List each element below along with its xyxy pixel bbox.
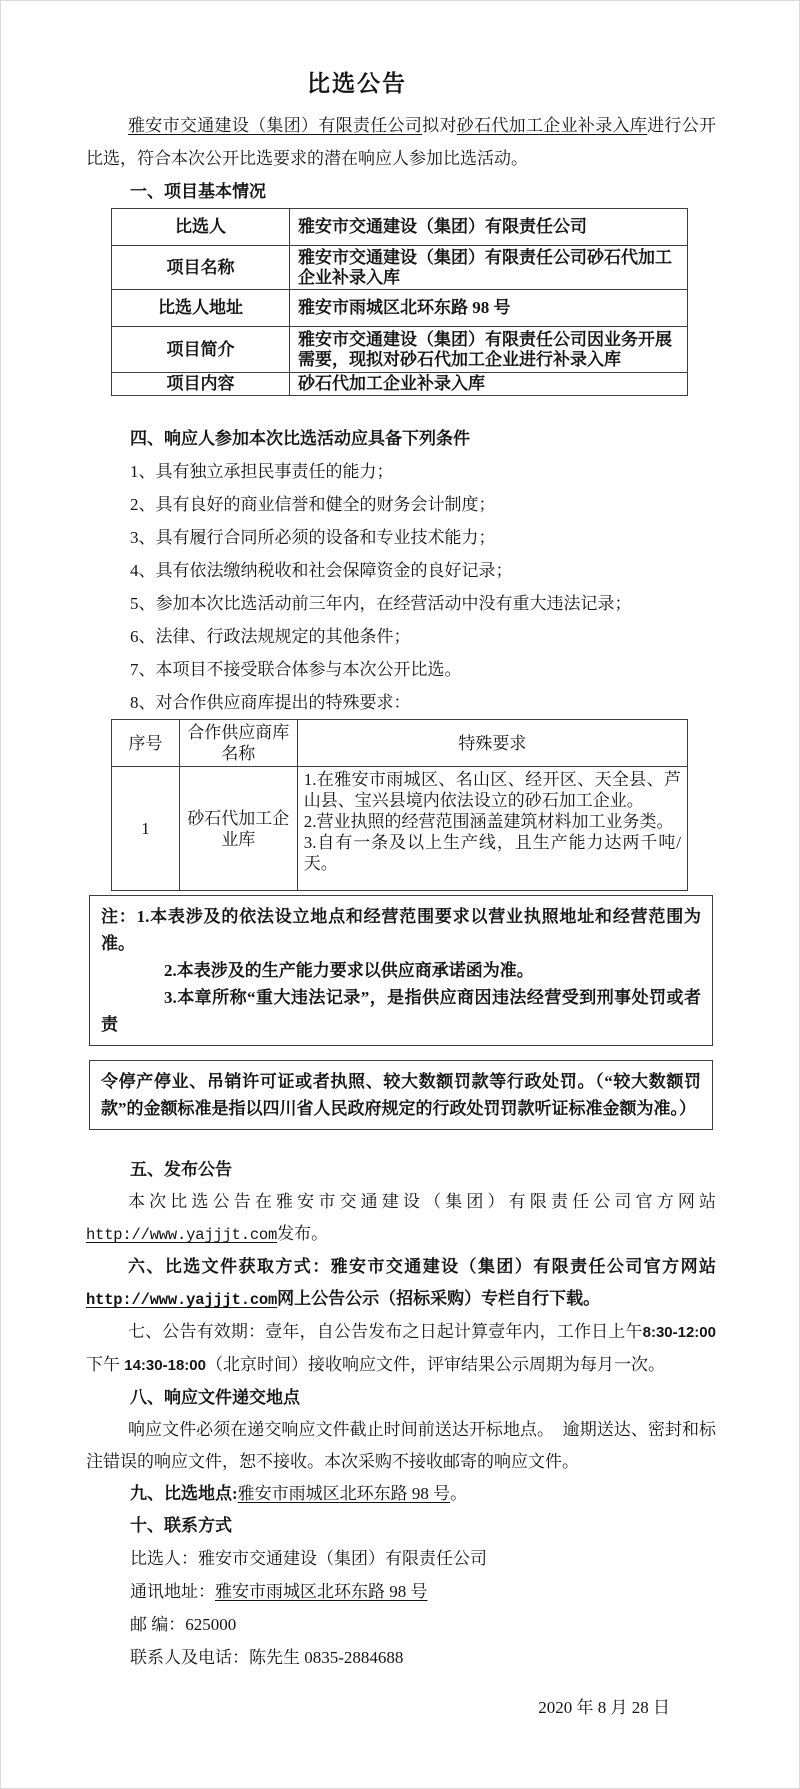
section-6-paragraph [86, 1251, 716, 1316]
contact-label: 联系人及电话： [130, 1648, 249, 1667]
table-row [112, 327, 688, 373]
intro-paragraph [86, 109, 716, 175]
section-7-paragraph [86, 1316, 716, 1382]
section-1-heading: 一、项目基本情况 [130, 182, 266, 201]
announcement-date: 2020 年 8 月 28 日 [538, 1698, 670, 1717]
basic-info-table [111, 208, 688, 396]
section-8-body: 响应文件必须在递交响应文件截止时间前送达开标地点。 逾期送达、密封和标注错误的响应文件，恕不接收。本次采购不接收邮寄的响应文件。 [86, 1420, 716, 1471]
validity-mid: 下午 [86, 1355, 125, 1374]
condition-item: 1、具有独立承担民事责任的能力； [130, 462, 394, 481]
condition-item: 8、对合作供应商库提出的特殊要求： [130, 693, 411, 712]
obtain-method-text: 六、比选文件获取方式：雅安市交通建设（集团）有限责任公司官方网站 [128, 1257, 716, 1276]
section-5-heading: 五、发布公告 [130, 1160, 232, 1179]
supplier-library-table [111, 719, 688, 891]
contact-row [130, 1608, 716, 1641]
doc-title: 比选公告 [307, 71, 407, 96]
cell-label: 项目简介 [112, 327, 290, 373]
cell-label: 比选人 [112, 209, 290, 246]
requirement-line: 3.自有一条及以上生产线，且生产能力达两千吨/天。 [303, 833, 681, 873]
table-row [112, 373, 688, 396]
contact-row [130, 1575, 716, 1608]
note-line: 3.本章所称“重大违法记录”，是指供应商因违法经营受到刑事处罚或者责 [101, 988, 701, 1034]
section-5-body [86, 1186, 716, 1251]
section-10-heading: 十、联系方式 [130, 1516, 232, 1535]
website-link[interactable]: http://www.yajjjt.com [86, 1291, 278, 1309]
publish-tail: 发布。 [277, 1224, 329, 1243]
contact-label: 比选人： [130, 1549, 198, 1568]
condition-item: 2、具有良好的商业信誉和健全的财务会计制度； [130, 495, 496, 514]
intro-tail: 进行公开比选，符合本次公开比选要求的潜在响应人参加比选活动。 [86, 116, 717, 168]
table-row [112, 290, 688, 327]
header-cell-name: 合作供应商库名称 [179, 720, 297, 767]
condition-item: 3、具有履行合同所必须的设备和专业技术能力； [130, 528, 496, 547]
section-9-line [130, 1478, 716, 1510]
condition-item: 6、法律、行政法规规定的其他条件； [130, 627, 411, 646]
note-line: 2.本表涉及的生产能力要求以供应商承诺函为准。 [164, 961, 534, 980]
validity-text: 七、公告有效期：壹年，自公告发布之日起计算壹年内，工作日上午 [128, 1322, 643, 1341]
intro-company-underlined: 雅安市交通建设（集团）有限责任公司 [128, 116, 423, 135]
intro-mid: 拟对 [422, 116, 457, 135]
obtain-method-tail: 网上公告公示（招标采购）专栏自行下载。 [277, 1289, 601, 1308]
table-note-box [89, 895, 713, 1046]
note-overflow-box: 令停产停业、吊销许可证或者执照、较大数额罚款等行政处罚。（“较大数额罚款”的金额标准是指以四川省人民政府规定的行政处罚罚款听证标准金额为准。） [89, 1060, 713, 1130]
table-row [112, 246, 688, 290]
contact-value: 陈先生 0835-2884688 [249, 1648, 404, 1667]
note-line: 注：1.本表涉及的依法设立地点和经营范围要求以营业执照地址和经营范围为准。 [101, 907, 701, 953]
contact-row [130, 1542, 716, 1575]
cell-value: 雅安市雨城区北环东路 98 号 [290, 290, 688, 327]
intro-project-underlined: 砂石代加工企业补录入库 [456, 116, 648, 135]
cell-label: 项目内容 [112, 373, 290, 396]
morning-hours: 8:30-12:00 [642, 1324, 716, 1341]
cell-label: 项目名称 [112, 246, 290, 290]
publish-text: 本次比选公告在雅安市交通建设（集团）有限责任公司官方网站 [128, 1192, 716, 1211]
contact-label: 邮 编： [130, 1615, 186, 1634]
table-header-row [112, 720, 688, 767]
requirement-line: 1.在雅安市雨城区、名山区、经开区、天全县、芦山县、宝兴县境内依法设立的砂石加工企业。 [303, 770, 681, 810]
condition-item: 4、具有依法缴纳税收和社会保障资金的良好记录； [130, 561, 513, 580]
header-cell-no: 序号 [112, 720, 180, 767]
contact-value: 625000 [185, 1615, 237, 1634]
contact-address-underlined: 雅安市雨城区北环东路 98 号 [215, 1582, 428, 1601]
cell-serial-no: 1 [112, 767, 180, 891]
document-content [86, 65, 716, 1724]
table-row [112, 209, 688, 246]
cell-value: 砂石代加工企业补录入库 [290, 373, 688, 396]
section-4-heading: 四、响应人参加本次比选活动应具备下列条件 [130, 429, 470, 448]
contact-label: 通讯地址： [130, 1582, 215, 1601]
condition-item: 7、本项目不接受联合体参与本次公开比选。 [130, 660, 462, 679]
table-row [112, 767, 688, 891]
cell-value: 雅安市交通建设（集团）有限责任公司 [290, 209, 688, 246]
location-tail: 。 [450, 1484, 468, 1503]
location-label: 九、比选地点: [130, 1484, 238, 1503]
location-address-underlined: 雅安市雨城区北环东路 98 号 [237, 1484, 451, 1503]
contact-row [130, 1641, 716, 1674]
contact-value: 雅安市交通建设（集团）有限责任公司 [198, 1549, 487, 1568]
cell-special-requirements [297, 767, 687, 891]
cell-library-name: 砂石代加工企业库 [179, 767, 297, 891]
afternoon-hours: 14:30-18:00 [124, 1357, 206, 1374]
validity-tail: （北京时间）接收响应文件，评审结果公示周期为每月一次。 [205, 1355, 665, 1374]
cell-label: 比选人地址 [112, 290, 290, 327]
website-link[interactable]: http://www.yajjjt.com [86, 1226, 278, 1244]
condition-item: 5、参加本次比选活动前三年内，在经营活动中没有重大违法记录； [130, 594, 632, 613]
section-8-heading: 八、响应文件递交地点 [130, 1388, 300, 1407]
cell-value: 雅安市交通建设（集团）有限责任公司因业务开展需要，现拟对砂石代加工企业进行补录入库 [290, 327, 688, 373]
cell-value: 雅安市交通建设（集团）有限责任公司砂石代加工企业补录入库 [290, 246, 688, 290]
requirement-line: 2.营业执照的经营范围涵盖建筑材料加工业务类。 [303, 812, 674, 831]
header-cell-req: 特殊要求 [297, 720, 687, 767]
